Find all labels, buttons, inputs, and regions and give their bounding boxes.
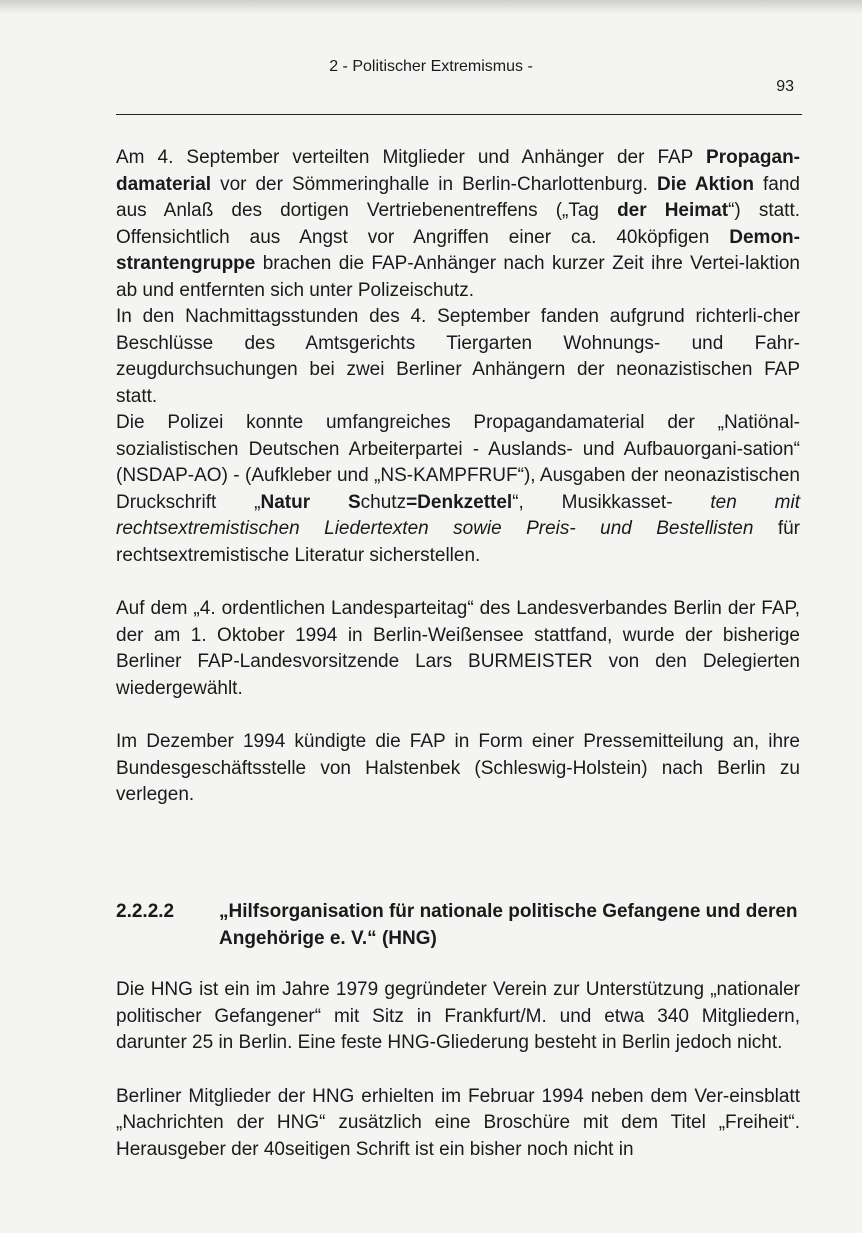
paragraph-police-seizure xyxy=(116,410,800,569)
text-run: brachen die FAP-Anhänger nach kurzer Zeit ihre Vertei-laktion ab und entfernten sich unter Polizeischutz. xyxy=(116,253,800,301)
text-run: vor der Sömmeringhalle in Berlin-Charlottenburg. xyxy=(211,173,657,195)
section-heading xyxy=(116,898,800,952)
text-run-bold: Demon-strantengruppe xyxy=(116,226,800,274)
paragraph-party-congress: Auf dem „4. ordentlichen Landesparteitag“ des Landesverbandes Berlin der FAP, der am 1. Oktober 1994 in Berlin-Weißensee stattfand, wurde der bisherige Berliner FAP-Landesvorsitzende Lars BURMEISTER von den Delegierten wiedergewählt. xyxy=(116,598,800,699)
running-header: 2 - Politischer Extremismus - xyxy=(329,58,533,75)
section-title: „Hilfsorganisation für nationale politische Gefangene und deren Angehörige e. V.“ (HNG) xyxy=(219,901,798,949)
scan-edge-shadow xyxy=(0,0,862,14)
text-run: fand aus Anlaß des dortigen Vertriebenentreffens („Tag xyxy=(116,173,801,221)
paragraph-hng-brochure: Berliner Mitglieder der HNG erhielten im Februar 1994 neben dem Ver-einsblatt „Nachrichten der HNG“ zusätzlich eine Broschüre mit dem Titel „Freiheit“. Herausgeber der 40seitigen Schrift ist ein bisher noch nicht in xyxy=(116,1085,800,1160)
text-run-bold: der Heimat xyxy=(617,200,729,221)
text-run-bold: Die Aktion xyxy=(657,173,754,195)
body-block-1 xyxy=(116,145,800,809)
text-run: chutz xyxy=(360,491,407,513)
text-run: “, Musikkasset- xyxy=(512,491,673,513)
paragraph-relocation: Im Dezember 1994 kündigte die FAP in Form einer Pressemitteilung an, ihre Bundesgeschäftsstelle von Halstenbek (Schleswig-Holstein) nach Berlin zu verlegen. xyxy=(116,731,800,805)
header-rule xyxy=(116,114,802,115)
paragraph-gap xyxy=(116,569,800,596)
page-number: 93 xyxy=(776,78,794,95)
body-block-2 xyxy=(116,977,800,1163)
text-run xyxy=(310,492,348,513)
section-number: 2.2.2.2 xyxy=(116,901,175,922)
text-run: Die Polizei konnte umfangreiches Propagandamaterial der „Natiönal-sozialistischen Deutschen Arbeiterpartei - Auslands- und Aufbauorgani-sation“ (NSDAP-AO) - (Aufkleber und „NS-KAMPFRUF“), Ausgaben der neonazistischen Druckschrift „ xyxy=(116,412,800,513)
text-run-bold: =Denkzettel xyxy=(406,491,513,513)
text-run: Am 4. September verteilten Mitglieder und Anhänger der FAP xyxy=(116,147,707,168)
paragraph-gap xyxy=(116,1057,800,1084)
text-run: für rechtsextremistische Literatur sicherstellen. xyxy=(116,518,800,566)
paragraph-searches: In den Nachmittagsstunden des 4. September fanden aufgrund richterli-cher Beschlüsse des Amtsgerichts Tiergarten Wohnungs- und Fahr-zeugdurchsuchungen bei zwei Berliner Anhängern der neonazistischen FAP statt. xyxy=(116,306,800,407)
paragraph-fap-distribution xyxy=(116,145,800,304)
paragraph-hng-description: Die HNG ist ein im Jahre 1979 gegründeter Verein zur Unterstützung „nationaler politischer Gefangener“ mit Sitz in Frankfurt/M. und etwa 340 Mitgliedern, darunter 25 in Berlin. Eine feste HNG-Gliederung besteht in Berlin jedoch nicht. xyxy=(116,979,800,1053)
text-run-bold: S xyxy=(347,491,361,513)
text-run-italic: ten mit rechtsextremistischen Liedertexten sowie Preis- und Bestellisten xyxy=(116,491,800,539)
text-run-bold: Propagan-damaterial xyxy=(116,147,800,195)
paragraph-gap xyxy=(116,702,800,729)
text-run: “) statt. Offensichtlich aus Angst vor Angriffen einer ca. 40köpfigen xyxy=(116,200,800,248)
text-run-bold: Natur xyxy=(260,491,311,513)
